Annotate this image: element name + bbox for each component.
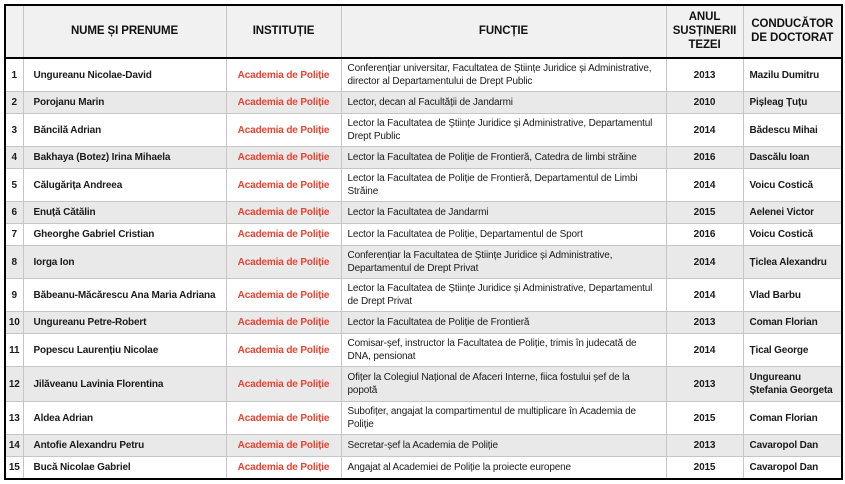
cell-function: Lector la Facultatea de Poliție de Frontieră, Departamentul de Limbi Străine [341, 169, 666, 202]
cell-year: 2015 [666, 402, 743, 435]
cell-supervisor: Vlad Barbu [743, 279, 842, 312]
cell-supervisor: Pișleag Țuțu [743, 92, 842, 114]
table-row [5, 246, 842, 279]
cell-year: 2016 [666, 224, 743, 246]
cell-institution: Academia de Poliție [226, 402, 341, 435]
cell-institution: Academia de Poliție [226, 169, 341, 202]
cell-year: 2015 [666, 202, 743, 224]
cell-row-number: 5 [5, 169, 23, 202]
cell-supervisor: Țiclea Alexandru [743, 246, 842, 279]
cell-function: Lector la Facultatea de Științe Juridice și Administrative, Departamentul Drept Public [341, 114, 666, 147]
cell-row-number: 2 [5, 92, 23, 114]
cell-name: Antofie Alexandru Petru [23, 435, 226, 457]
cell-year: 2015 [666, 457, 743, 480]
cell-row-number: 14 [5, 435, 23, 457]
cell-name: Enuță Cătălin [23, 202, 226, 224]
cell-supervisor: Voicu Costică [743, 169, 842, 202]
cell-name: Jilăveanu Lavinia Florentina [23, 367, 226, 402]
cell-supervisor: Ungureanu Ștefania Georgeta [743, 367, 842, 402]
cell-institution: Academia de Poliție [226, 58, 341, 92]
cell-supervisor: Aelenei Victor [743, 202, 842, 224]
table-row [5, 92, 842, 114]
cell-row-number: 9 [5, 279, 23, 312]
cell-year: 2013 [666, 367, 743, 402]
cell-name: Popescu Laurențiu Nicolae [23, 334, 226, 367]
header-cell-name: NUME ȘI PRENUME [23, 5, 226, 58]
cell-year: 2014 [666, 169, 743, 202]
cell-function: Lector, decan al Facultății de Jandarmi [341, 92, 666, 114]
table-row [5, 367, 842, 402]
cell-year: 2013 [666, 58, 743, 92]
cell-institution: Academia de Poliție [226, 246, 341, 279]
table-row [5, 58, 842, 92]
cell-supervisor: Voicu Costică [743, 224, 842, 246]
table-row [5, 224, 842, 246]
cell-year: 2016 [666, 147, 743, 169]
cell-function: Comisar-șef, instructor la Facultatea de Poliție, trimis în judecată de DNA, pensionat [341, 334, 666, 367]
cell-function: Lector la Facultatea de Jandarmi [341, 202, 666, 224]
cell-name: Porojanu Marin [23, 92, 226, 114]
cell-function: Conferențiar la Facultatea de Științe Juridice și Administrative, Departamentul de Drept Privat [341, 246, 666, 279]
cell-institution: Academia de Poliție [226, 147, 341, 169]
cell-supervisor: Cavaropol Dan [743, 435, 842, 457]
cell-supervisor: Mazilu Dumitru [743, 58, 842, 92]
cell-institution: Academia de Poliție [226, 367, 341, 402]
cell-year: 2013 [666, 312, 743, 334]
header-cell-row-number [5, 5, 23, 58]
cell-year: 2014 [666, 246, 743, 279]
cell-institution: Academia de Poliție [226, 114, 341, 147]
cell-supervisor: Cavaropol Dan [743, 457, 842, 480]
table-row [5, 202, 842, 224]
cell-institution: Academia de Poliție [226, 334, 341, 367]
cell-row-number: 8 [5, 246, 23, 279]
header-cell-function: FUNCȚIE [341, 5, 666, 58]
cell-function: Conferențiar universitar, Facultatea de Științe Juridice și Administrative, director al Departamentului de Drept Public [341, 58, 666, 92]
cell-name: Băncilă Adrian [23, 114, 226, 147]
cell-supervisor: Coman Florian [743, 312, 842, 334]
cell-row-number: 6 [5, 202, 23, 224]
cell-row-number: 10 [5, 312, 23, 334]
cell-name: Bucă Nicolae Gabriel [23, 457, 226, 480]
cell-supervisor: Coman Florian [743, 402, 842, 435]
cell-year: 2013 [666, 435, 743, 457]
cell-function: Ofițer la Colegiul Național de Afaceri Interne, fiica fostului șef de la popotă [341, 367, 666, 402]
cell-name: Ungureanu Petre-Robert [23, 312, 226, 334]
cell-row-number: 7 [5, 224, 23, 246]
table-row [5, 312, 842, 334]
doctorate-defenses-table [4, 4, 843, 480]
table-row [5, 334, 842, 367]
cell-row-number: 11 [5, 334, 23, 367]
cell-supervisor: Bădescu Mihai [743, 114, 842, 147]
cell-function: Lector la Facultatea de Poliție de Frontieră, Catedra de limbi străine [341, 147, 666, 169]
cell-name: Aldea Adrian [23, 402, 226, 435]
cell-function: Secretar-șef la Academia de Poliție [341, 435, 666, 457]
cell-year: 2014 [666, 279, 743, 312]
cell-year: 2010 [666, 92, 743, 114]
cell-name: Gheorghe Gabriel Cristian [23, 224, 226, 246]
cell-institution: Academia de Poliție [226, 435, 341, 457]
cell-function: Angajat al Academiei de Poliție la proiecte europene [341, 457, 666, 480]
table-header-row [5, 5, 842, 58]
table-row [5, 279, 842, 312]
cell-function: Subofițer, angajat la compartimentul de multiplicare în Academia de Poliție [341, 402, 666, 435]
table-row [5, 147, 842, 169]
cell-row-number: 15 [5, 457, 23, 480]
cell-name: Iorga Ion [23, 246, 226, 279]
cell-name: Călugărița Andreea [23, 169, 226, 202]
cell-institution: Academia de Poliție [226, 92, 341, 114]
cell-row-number: 4 [5, 147, 23, 169]
table-body [5, 58, 842, 479]
header-cell-supervisor: CONDUCĂTOR DE DOCTORAT [743, 5, 842, 58]
table-row [5, 435, 842, 457]
table-row [5, 114, 842, 147]
cell-row-number: 3 [5, 114, 23, 147]
cell-row-number: 13 [5, 402, 23, 435]
cell-name: Băbeanu-Măcărescu Ana Maria Adriana [23, 279, 226, 312]
cell-year: 2014 [666, 114, 743, 147]
cell-function: Lector la Facultatea de Științe Juridice și Administrative, Departamentul de Drept Privat [341, 279, 666, 312]
cell-institution: Academia de Poliție [226, 279, 341, 312]
cell-function: Lector la Facultatea de Poliție, Departamentul de Sport [341, 224, 666, 246]
cell-function: Lector la Facultatea de Poliție de Frontieră [341, 312, 666, 334]
cell-year: 2014 [666, 334, 743, 367]
cell-supervisor: Țical George [743, 334, 842, 367]
cell-name: Bakhaya (Botez) Irina Mihaela [23, 147, 226, 169]
header-cell-year: ANUL SUSȚINERII TEZEI [666, 5, 743, 58]
cell-institution: Academia de Poliție [226, 224, 341, 246]
cell-row-number: 12 [5, 367, 23, 402]
table-row [5, 457, 842, 480]
cell-supervisor: Dascălu Ioan [743, 147, 842, 169]
table-row [5, 402, 842, 435]
cell-institution: Academia de Poliție [226, 457, 341, 480]
header-cell-institution: INSTITUȚIE [226, 5, 341, 58]
cell-name: Ungureanu Nicolae-David [23, 58, 226, 92]
table-row [5, 169, 842, 202]
cell-institution: Academia de Poliție [226, 202, 341, 224]
cell-row-number: 1 [5, 58, 23, 92]
cell-institution: Academia de Poliție [226, 312, 341, 334]
